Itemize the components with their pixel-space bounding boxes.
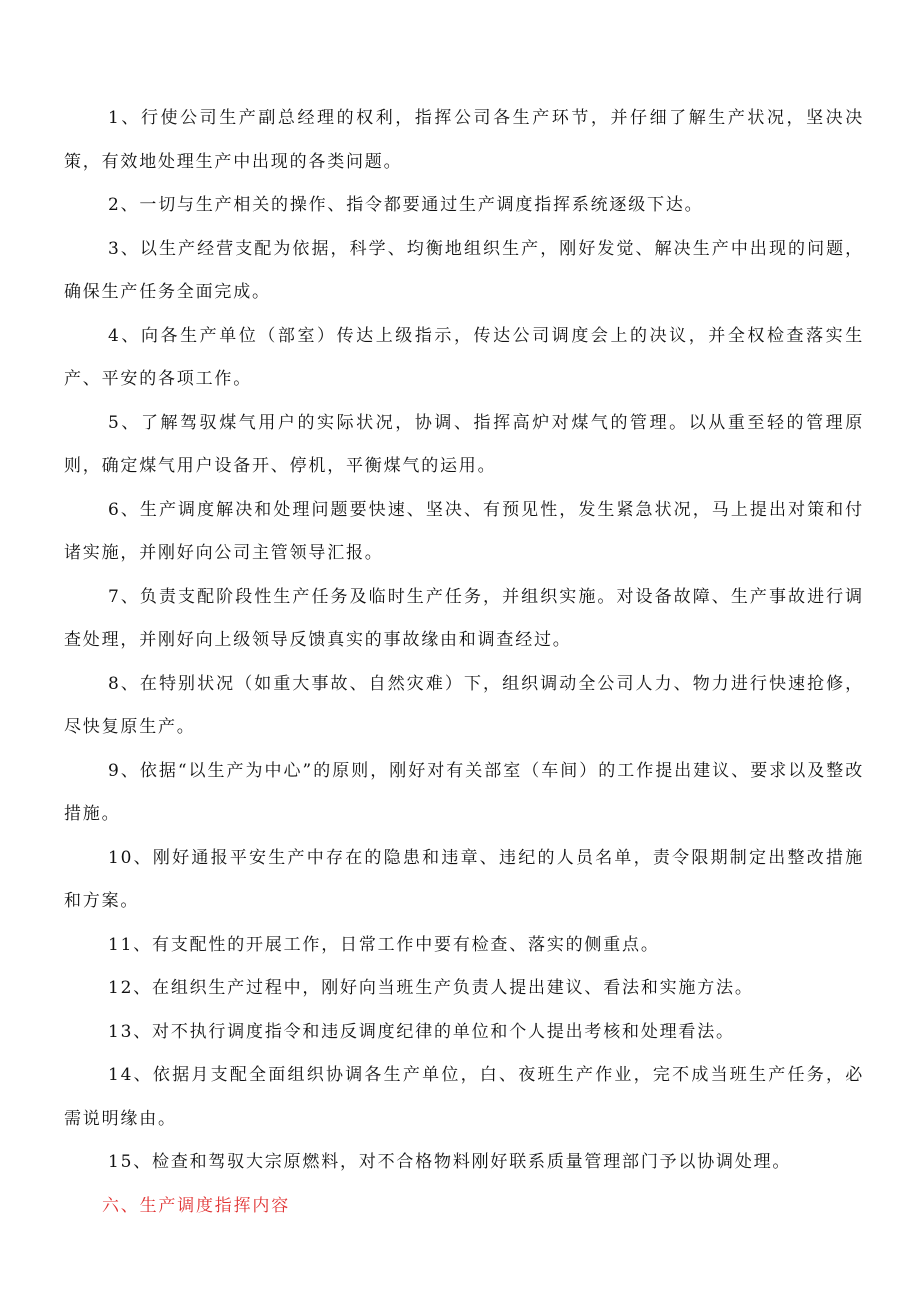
paragraph-item-5: 5、了解驾驭煤气用户的实际状况，协调、指挥高炉对煤气的管理。以从重至轻的管理原则，确定煤气用户设备开、停机，平衡煤气的运用。 bbox=[64, 412, 864, 476]
paragraph-item-11: 11、有支配性的开展工作，日常工作中要有检查、落实的侧重点。 bbox=[108, 934, 660, 955]
paragraph-item-14: 14、依据月支配全面组织协调各生产单位，白、夜班生产作业，完不成当班生产任务，必需说明缘由。 bbox=[64, 1065, 864, 1129]
paragraph-item-6: 6、生产调度解决和处理问题要快速、坚决、有预见性，发生紧急状况，马上提出对策和付诸实施，并刚好向公司主管领导汇报。 bbox=[64, 499, 864, 563]
paragraph-item-12: 12、在组织生产过程中，刚好向当班生产负责人提出建议、看法和实施方法。 bbox=[108, 978, 754, 998]
paragraph-item-13: 13、对不执行调度指令和违反调度纪律的单位和个人提出考核和处理看法。 bbox=[108, 1021, 735, 1042]
paragraph-item-3: 3、以生产经营支配为依据，科学、均衡地组织生产，刚好发觉、解决生产中出现的问题，确保生产任务全面完成。 bbox=[64, 238, 864, 302]
paragraph-item-4: 4、向各生产单位（部室）传达上级指示，传达公司调度会上的决议，并全权检查落实生产、平安的各项工作。 bbox=[64, 325, 864, 389]
paragraph-item-15: 15、检查和驾驭大宗原燃料，对不合格物料刚好联系质量管理部门予以协调处理。 bbox=[108, 1152, 792, 1172]
paragraph-item-1: 1、行使公司生产副总经理的权利，指挥公司各生产环节，并仔细了解生产状况，坚决决策，有效地处理生产中出现的各类问题。 bbox=[64, 108, 864, 172]
paragraph-item-10: 10、刚好通报平安生产中存在的隐患和违章、违纪的人员名单，责令限期制定出整改措施和方案。 bbox=[64, 847, 864, 911]
paragraph-item-9: 9、依据“以生产为中心”的原则，刚好对有关部室（车间）的工作提出建议、要求以及整改措施。 bbox=[64, 760, 864, 824]
paragraph-item-7: 7、负责支配阶段性生产任务及临时生产任务，并组织实施。对设备故障、生产事故进行调查处理，并刚好向上级领导反馈真实的事故缘由和调查经过。 bbox=[64, 586, 864, 650]
section-heading: 六、生产调度指挥内容 bbox=[102, 1195, 290, 1216]
document-body bbox=[64, 97, 864, 1228]
paragraph-item-2: 2、一切与生产相关的操作、指令都要通过生产调度指挥系统逐级下达。 bbox=[108, 195, 704, 215]
paragraph-item-8: 8、在特别状况（如重大事故、自然灾难）下，组织调动全公司人力、物力进行快速抢修，尽快复原生产。 bbox=[64, 673, 864, 737]
